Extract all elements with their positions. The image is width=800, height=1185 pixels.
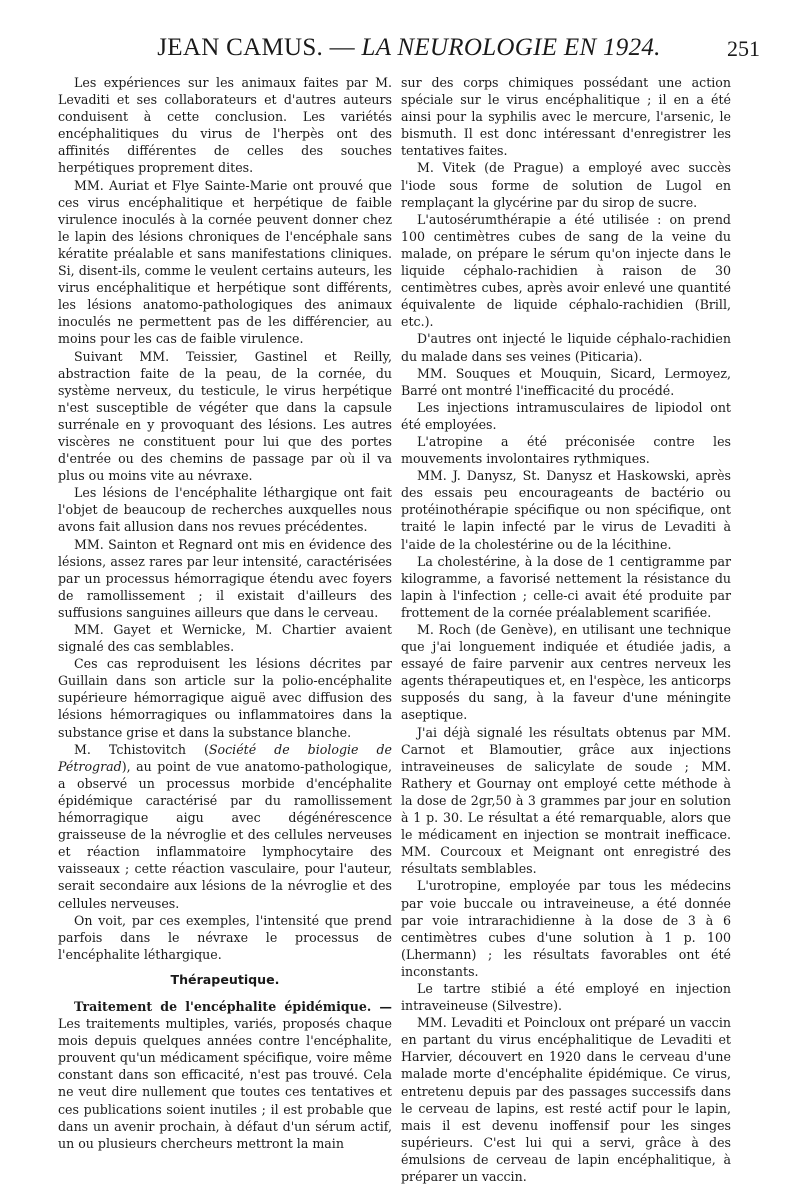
left-column (58, 74, 392, 1152)
paragraph-rest: ), au point de vue anatomo-pathologique, a observé un processus morbide d'encéphalite épidémique caractérisé par du ramollissement hémorragique aigu avec dégénérescence graisseuse de la névroglie et des cellules nerveuses et réaction inflammatoire lymphocytaire des vaisseaux ; cette réaction vasculaire, pour l'auteur, serait secondaire aux lésions de la névroglie et des cellules nerveuses. (58, 758, 392, 911)
paragraph: L'autosérumthérapie a été utilisée : on prend 100 centimètres cubes de sang de la veine du malade, on prépare le sérum qu'on injecte dans le liquide céphalo-rachidien à raison de 30 centimètres cubes, après avoir enlevé une quantité équivalente de liquide céphalo-rachidien (Brill, etc.). (401, 211, 731, 330)
right-column (401, 74, 731, 1185)
section-title: Thérapeutique. (170, 971, 280, 987)
paragraph: M. Vitek (de Prague) a employé avec succès l'iode sous forme de solution de Lugol en remplaçant la glycérine par du sirop de sucre. (401, 160, 731, 210)
paragraph: D'autres ont injecté le liquide céphalo-rachidien du malade dans ses veines (Piticaria). (401, 331, 731, 364)
header-journal: LA NEUROLOGIE EN 1924. (361, 34, 661, 61)
paragraph: Suivant MM. Teissier, Gastinel et Reilly, abstraction faite de la peau, de la cornée, du système nerveux, du testicule, le virus herpétique n'est susceptible de végéter que dans la capsule surrénale en y provoquant des lésions. Les autres viscères ne constituent pour lui que des portes d'entrée ou des chemins de passage par où il va plus ou moins vite au névraxe. (58, 348, 392, 484)
paragraph: MM. Souques et Mouquin, Sicard, Lermoyez, Barré ont montré l'inefficacité du procédé. (401, 365, 731, 398)
paragraph: MM. Sainton et Regnard ont mis en évidence des lésions, assez rares par leur intensité, caractérisées par un processus hémorragique étendu avec foyers de ramollissement ; il existait d'ailleurs des suffusions sanguines ailleurs que dans le cerveau. (58, 536, 392, 620)
paragraph: Le tartre stibié a été employé en injection intraveineuse (Silvestre). (401, 980, 731, 1014)
citation: Société de biologie de Pétrograd (58, 741, 393, 774)
paragraph: Les lésions de l'encéphalite léthargique ont fait l'objet de beaucoup de recherches auxquelles nous avons fait allusion dans nos revues précédentes. (58, 485, 392, 535)
running-title (58, 34, 760, 62)
subsection-text: Les traitements multiples, variés, proposés chaque mois depuis quelques années contre l'encéphalite, prouvent qu'un médicament spécifique, voire même constant dans son efficacité, n'est pas trouvé. Cela ne veut dire nullement que toutes ces tentatives et ces publications soient inutiles ; il est probable que dans un avenir prochain, à défaut d'un sérum actif, un ou plusieurs chercheurs mettront la main (58, 1016, 392, 1151)
paragraph: MM. J. Danysz, St. Danysz et Haskowski, après des essais peu encourageants de bactério ou protéinothérapie spécifique ou non spécifique, ont traité le lapin infecté par le virus de Levaditi à l'aide de la cholestérine ou de la lécithine. (401, 468, 731, 552)
paragraph: L'urotropine, employée par tous les médecins par voie buccale ou intraveineuse, a été donnée par voie intrarachidienne à la dose de 3 à 6 centimètres cubes d'une solution à 1 p. 100 (Lhermann) ; les résultats favorables ont été inconstants. (401, 878, 731, 979)
paragraph: Les expériences sur les animaux faites par M. Levaditi et ses collaborateurs et d'autres auteurs conduisent à cette conclusion. Les variétés encéphalitiques du virus de l'herpès ont des affinités différentes de celles des souches herpétiques proprement dites. (58, 75, 392, 176)
page-number: 251 (727, 36, 760, 61)
paragraph: L'atropine a été préconisée contre les mouvements involontaires rythmiques. (401, 433, 731, 467)
paragraph: Les injections intramusculaires de lipiodol ont été employées. (401, 399, 731, 432)
running-header (58, 34, 760, 68)
paragraph (58, 741, 392, 912)
paragraph: sur des corps chimiques possédant une action spéciale sur le virus encéphalitique ; il en a été ainsi pour la syphilis avec le mercure, l'arsenic, le bismuth. Il est donc intéressant d'enregistrer les tentatives faites. (401, 75, 731, 159)
paragraph: MM. Gayet et Wernicke, M. Chartier avaient signalé des cas semblables. (58, 622, 392, 655)
paragraph (58, 998, 392, 1152)
paragraph-start: M. Tchistovitch ( (74, 741, 209, 757)
paragraph: La cholestérine, à la dose de 1 centigramme par kilogramme, a favorisé nettement la résistance du lapin à l'infection ; celle-ci avait été produite par frottement de la cornée préalablement scarifiée. (401, 553, 731, 620)
paragraph: Ces cas reproduisent les lésions décrites par Guillain dans son article sur la polio-encéphalite supérieure hémorragique aiguë avec diffusion des lésions hémorragiques ou inflammatoires dans la substance grise et dans la substance blanche. (58, 656, 392, 740)
paragraph: M. Roch (de Genève), en utilisant une technique que j'ai longuement indiquée et étudiée jadis, a essayé de faire parvenir aux centres nerveux les agents thérapeutiques et, en l'espèce, les anticorps supposés du sang, à la faveur d'une méningite aseptique. (401, 622, 731, 723)
paragraph: MM. Auriat et Flye Sainte-Marie ont prouvé que ces virus encéphalitique et herpétique de faible virulence inoculés à la cornée peuvent donner chez le lapin des lésions chroniques de l'encéphale sans kératite préalable et sans manifestations cliniques. Si, disent-ils, comme le veulent certains auteurs, les virus encéphalitique et herpétique sont différents, les lésions anatomo-pathologiques des animaux inoculés ne permettent pas de les différencier, au moins pour les cas de faible virulence. (58, 177, 392, 347)
paragraph: MM. Levaditi et Poincloux ont préparé un vaccin en partant du virus encéphalitique de Levaditi et Harvier, découvert en 1920 dans le cerveau d'une malade morte d'encéphalite épidémique. Ce virus, entretenu depuis par des passages successifs dans le cerveau de lapins, est resté actif pour le lapin, mais il est devenu inoffensif pour les singes supérieurs. C'est lui qui a servi, grâce à des émulsions de cerveau de lapin encéphalitique, à préparer un vaccin. (401, 1015, 731, 1184)
subsection-title: Traitement de l'encéphalite épidémique. — (74, 998, 392, 1014)
paragraph: J'ai déjà signalé les résultats obtenus par MM. Carnot et Blamoutier, grâce aux injections intraveineuses de salicylate de soude ; MM. Rathery et Gournay ont employé cette méthode à la dose de 2gr,50 à 3 grammes par jour en solution à 1 p. 30. Le résultat a été remarquable, alors que le médicament en injection se montrait inefficace. MM. Courcoux et Meignant ont enregistré des résultats semblables. (401, 724, 731, 877)
paragraph: On voit, par ces exemples, l'intensité que prend parfois dans le névraxe le processus de l'encéphalite léthargique. (58, 912, 392, 962)
header-author: JEAN CAMUS. — (157, 34, 355, 61)
